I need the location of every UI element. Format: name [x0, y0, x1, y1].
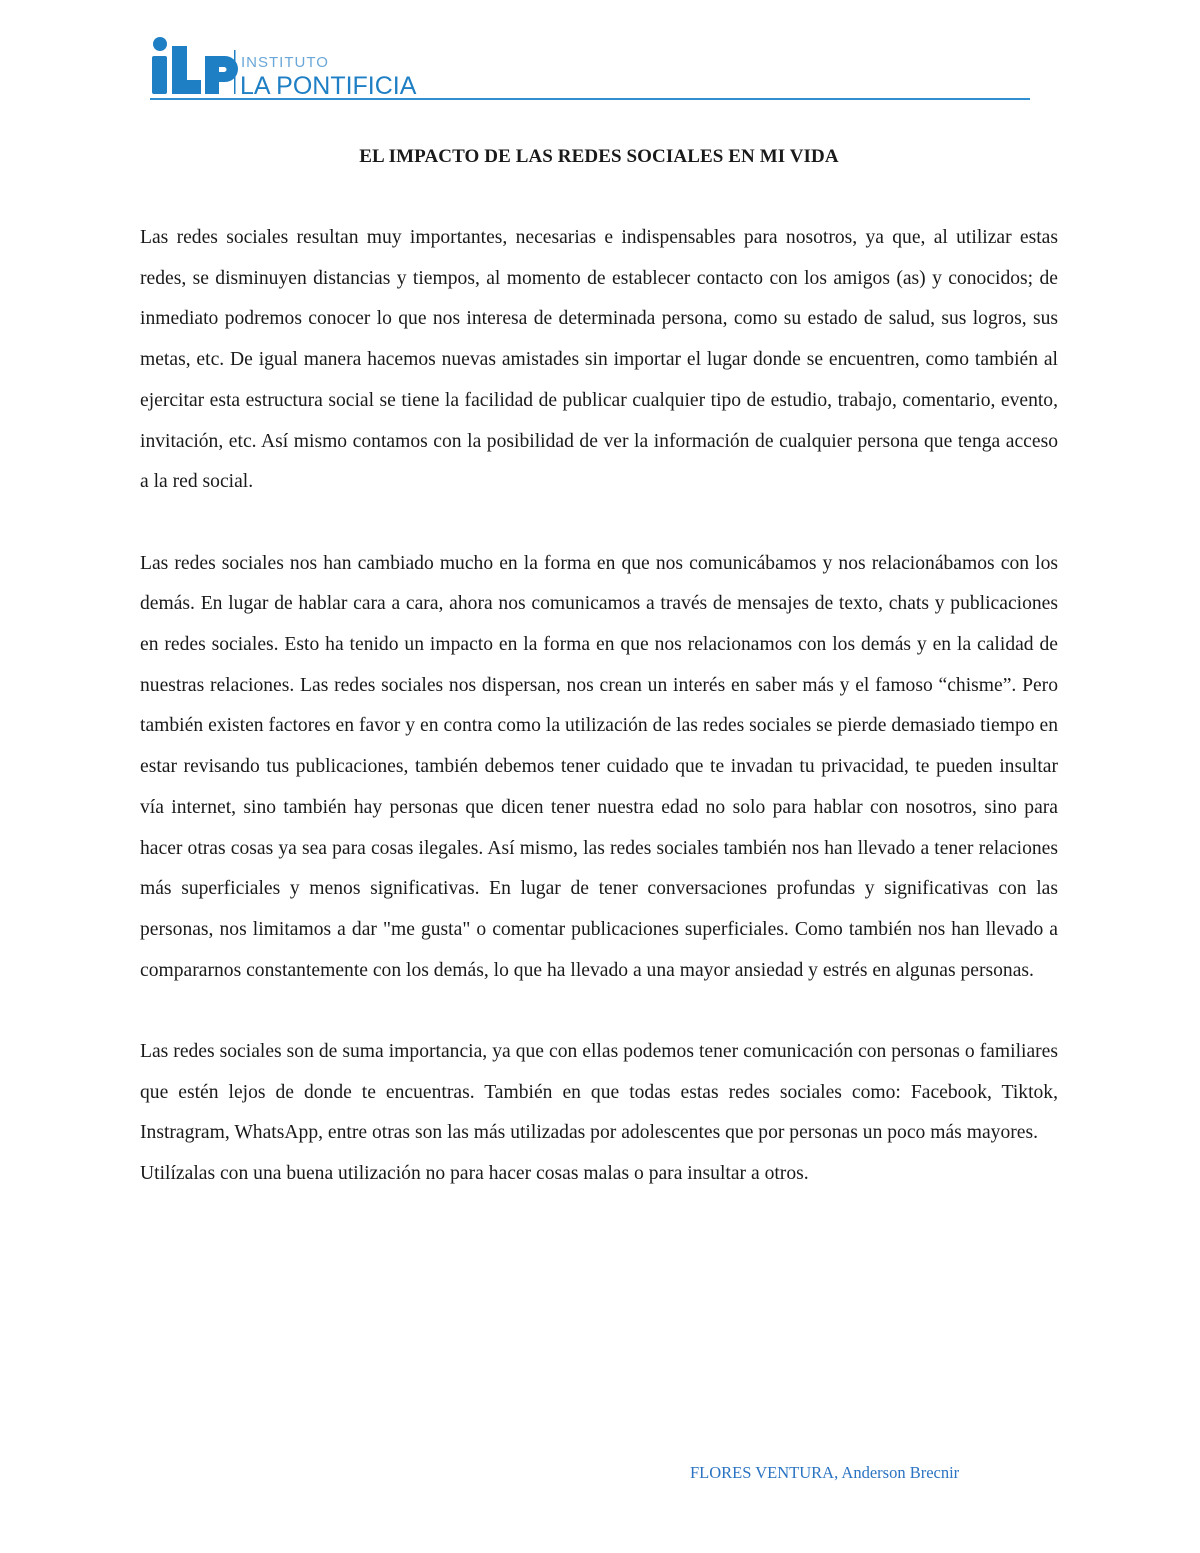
document-title: EL IMPACTO DE LAS REDES SOCIALES EN MI VIDA: [359, 146, 839, 167]
logo-line1: INSTITUTO: [241, 54, 329, 71]
logo-divider: [234, 50, 236, 94]
document-header: [150, 32, 1032, 102]
logo-p-shape: [205, 56, 238, 94]
ilp-logo: [150, 32, 430, 98]
paragraph-3: Las redes sociales son de suma importancia, ya que con ellas podemos tener comunicación con personas o familiares que estén lejos de donde te encuentras. También en que todas estas redes sociales como: Facebook, Tiktok, Instragram, WhatsApp, entre otras son las más utilizadas por adolescentes que por personas un poco más mayores.: [140, 1041, 1058, 1144]
paragraph-2: Las redes sociales nos han cambiado mucho en la forma en que nos comunicábamos y nos relacionábamos con los demás. En lugar de hablar cara a cara, ahora nos comunicamos a través de mensajes de texto, chats y publicaciones en redes sociales. Esto ha tenido un impacto en la forma en que nos relacionamos con los demás y en la calidad de nuestras relaciones. Las redes sociales nos dispersan, nos crean un interés en saber más y el famoso “chisme”. Pero también existen factores en favor y en contra como la utilización de las redes sociales se pierde demasiado tiempo en estar revisando tus publicaciones, también debemos tener cuidado que te invadan tu privacidad, te pueden insultar vía internet, sino también hay personas que dicen tener nuestra edad no solo para hablar con nosotros, sino para hacer otras cosas ya sea para cosas ilegales. Así mismo, las redes sociales también nos han llevado a tener relaciones más superficiales y menos significativas. En lugar de tener conversaciones profundas y significativas con las personas, nos limitamos a dar "me gusta" o comentar publicaciones superficiales. Como también nos han llevado a compararnos constantemente con los demás, lo que ha llevado a una mayor ansiedad y estrés en algunas personas.: [140, 552, 1058, 981]
paragraph-4: Utilízalas con una buena utilización no para hacer cosas malas o para insultar a otros.: [140, 1163, 809, 1185]
author-name: FLORES VENTURA, Anderson Brecnir: [690, 1463, 960, 1482]
document-body: [140, 218, 1058, 1195]
logo-i-dot: [153, 37, 167, 51]
paragraph-gap: [140, 503, 1058, 544]
logo-line2: LA PONTIFICIA: [240, 72, 417, 98]
logo-i-stem: [152, 56, 167, 94]
logo-l-shape: [172, 46, 201, 94]
header-rule: [150, 98, 1030, 100]
paragraph-gap: [140, 991, 1058, 1032]
paragraph-1: Las redes sociales resultan muy importantes, necesarias e indispensables para nosotros, ya que, al utilizar estas redes, se disminuyen distancias y tiempos, al momento de establecer contacto con los amigos (as) y conocidos; de inmediato podremos conocer lo que nos interesa de determinada persona, como su estado de salud, sus logros, sus metas, etc. De igual manera hacemos nuevas amistades sin importar el lugar donde se encuentren, como también al ejercitar esta estructura social se tiene la facilidad de publicar cualquier tipo de estudio, trabajo, comentario, evento, invitación, etc. Así mismo contamos con la posibilidad de ver la información de cualquier persona que tenga acceso a la red social.: [140, 227, 1058, 493]
